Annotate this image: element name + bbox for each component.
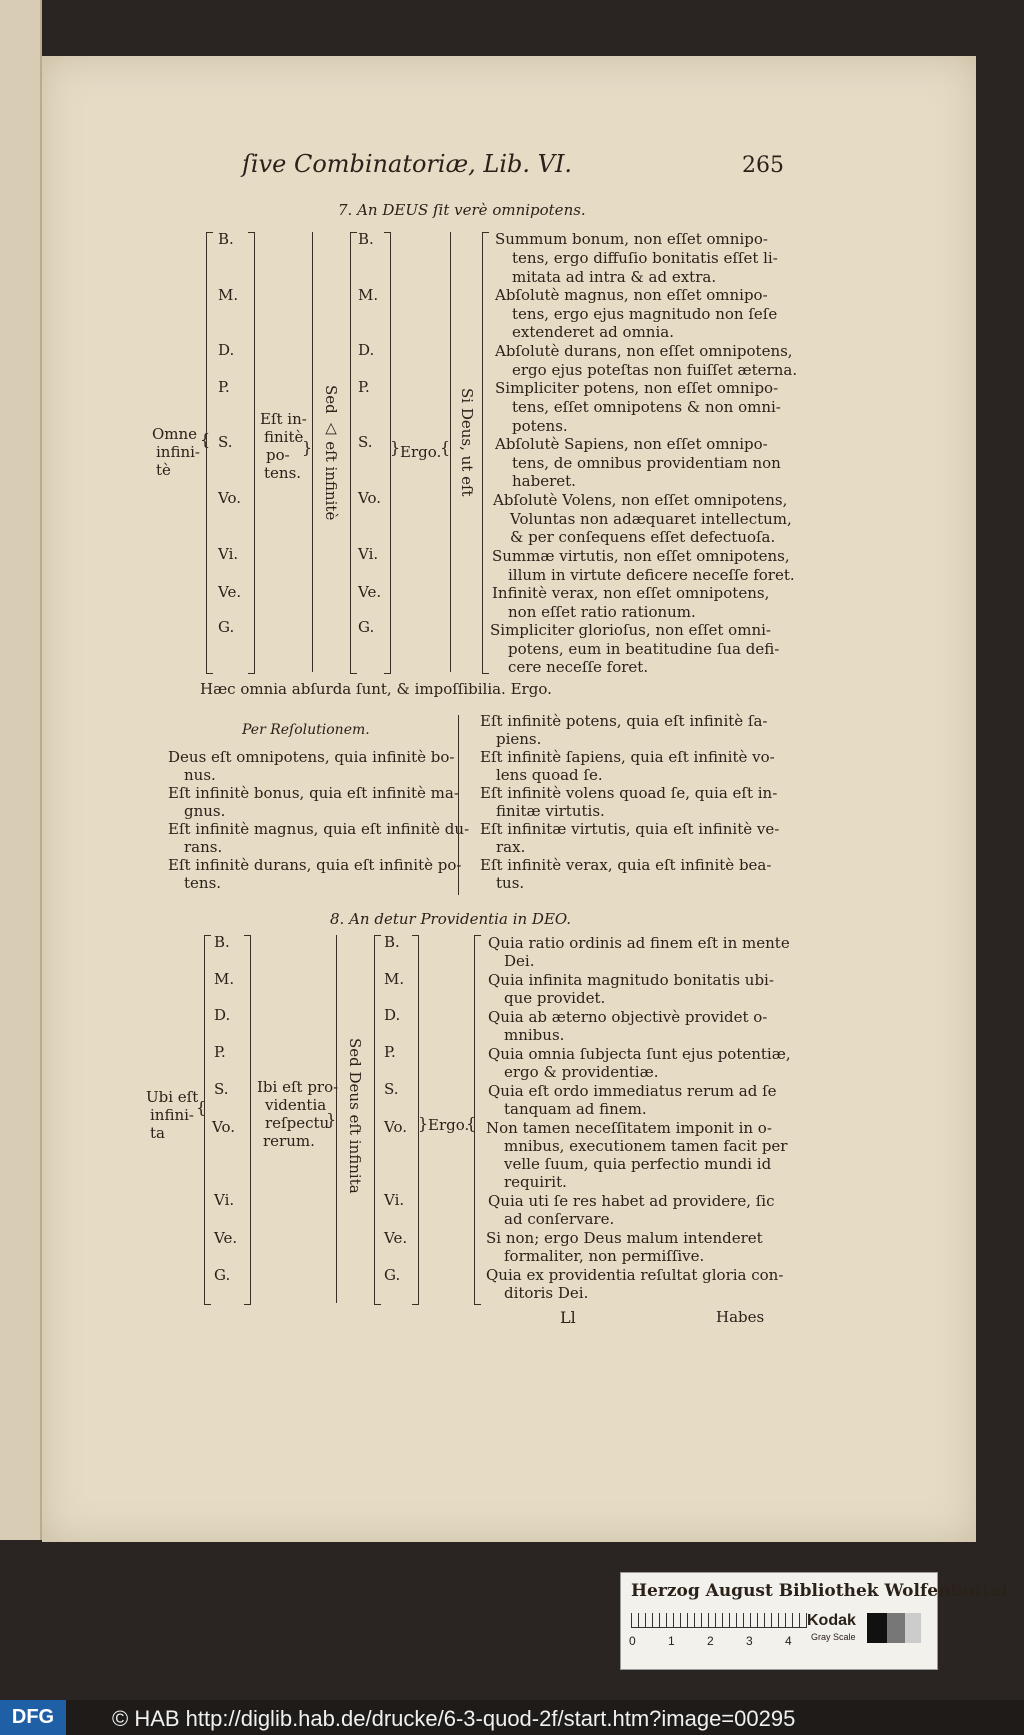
- s8-reason-4a: Quia omnia ſubjecta ſunt ejus potentiæ,: [488, 1045, 791, 1063]
- s8-reason-3a: Quia ab æterno objectivè providet o-: [488, 1008, 768, 1026]
- s8-letter-vo: Vo.: [212, 1118, 235, 1136]
- signature-mark: Ll: [560, 1308, 576, 1327]
- s8-letter-d: D.: [214, 1006, 231, 1024]
- s7-reason-2a: Abſolutè magnus, non eſſet omnipo-: [495, 286, 768, 304]
- s7-letter2-p: P.: [358, 378, 370, 396]
- s8-reason-8a: Si non; ergo Deus malum intenderet: [486, 1229, 763, 1247]
- s8-letter2-b: B.: [384, 933, 400, 951]
- s7-reason-5c: haberet.: [512, 472, 576, 490]
- s8-bracket-reasons: [474, 935, 481, 1305]
- s8-brace-4: {: [466, 1114, 477, 1133]
- s8-bracket-l1: [204, 935, 211, 1305]
- s7-reason-4c: potens.: [512, 417, 568, 435]
- s8-letter-ve: Ve.: [214, 1229, 238, 1247]
- s7-reason-6b: Voluntas non adæquaret intellectum,: [510, 510, 792, 528]
- s8-reason-2b: que providet.: [504, 989, 606, 1007]
- s8-ubi-1: Ubi eſt: [146, 1088, 199, 1106]
- s7-reason-9c: cere neceſſe foret.: [508, 658, 649, 676]
- s7-bracket-l2: [350, 232, 357, 674]
- library-name: Herzog August Bibliothek Wolfenbüttel: [631, 1581, 1008, 1601]
- s8-reason-5a: Quia eſt ordo immediatus rerum ad ſe: [488, 1082, 777, 1100]
- s8-brace-2: }: [326, 1110, 337, 1129]
- s7-reason-8b: non eſſet ratio rationum.: [508, 603, 696, 621]
- res-left-4a: Eſt infinitè durans, quia eſt infinitè po-: [168, 856, 462, 874]
- s7-vline-1: [312, 232, 313, 672]
- s7-letter2-vi: Vi.: [358, 545, 379, 563]
- s7-infini: infini-: [156, 443, 200, 461]
- s7-letter2-m: M.: [358, 286, 379, 304]
- s7-reason-3b: ergo ejus poteſtas non fuiſſet æterna.: [512, 361, 798, 379]
- s7-sed-vertical: Sed △ eſt infinitè: [322, 385, 340, 521]
- s7-est-1: Eſt in-: [260, 410, 307, 428]
- ruler-tick-1: 1: [668, 1634, 675, 1648]
- s8-ibi-1: Ibi eſt pro-: [257, 1078, 339, 1096]
- res-right-1b: piens.: [496, 730, 542, 748]
- s7-reason-8a: Infinitè verax, non eſſet omnipotens,: [492, 584, 770, 602]
- s7-letter-vo: Vo.: [218, 489, 241, 507]
- section8-title: 8. An detur Providentia in DEO.: [330, 910, 572, 928]
- s8-letter2-ve: Ve.: [384, 1229, 408, 1247]
- kodak-brand: Kodak: [807, 1612, 856, 1629]
- s7-letter-vi: Vi.: [218, 545, 239, 563]
- s7-letter2-g: G.: [358, 618, 375, 636]
- s7-letter2-d: D.: [358, 341, 375, 359]
- s8-reason-1b: Dei.: [504, 952, 535, 970]
- s7-reason-2c: extenderet ad omnia.: [512, 323, 674, 341]
- gray-scale-label: Gray Scale: [811, 1632, 856, 1642]
- s7-bracket-reasons: [482, 232, 489, 674]
- s7-letter2-ve: Ve.: [358, 583, 382, 601]
- s7-letter-s: S.: [218, 433, 233, 451]
- s7-reason-9a: Simpliciter glorioſus, non eſſet omni-: [490, 621, 771, 639]
- res-right-3b: finitæ virtutis.: [496, 802, 605, 820]
- res-left-2b: gnus.: [184, 802, 226, 820]
- s8-reason-4b: ergo & providentiæ.: [504, 1063, 659, 1081]
- s8-letter-s: S.: [214, 1080, 229, 1098]
- res-right-5a: Eſt infinitè verax, quia eſt infinitè bea-: [480, 856, 772, 874]
- s8-reason-7b: ad conſervare.: [504, 1210, 615, 1228]
- s8-reason-6c: velle ſuum, quia perfectio mundi id: [504, 1155, 772, 1173]
- s8-ibi-3: reſpectu: [265, 1114, 330, 1132]
- s8-sed-vertical: Sed Deus eſt infinita: [346, 1038, 364, 1194]
- s7-omne: Omne: [152, 425, 198, 443]
- s8-reason-6b: mnibus, executionem tamen facit per: [504, 1137, 788, 1155]
- ruler-tick-4: 4: [785, 1634, 792, 1648]
- res-left-4b: tens.: [184, 874, 222, 892]
- s7-ergo: Ergo.: [400, 443, 442, 461]
- s7-reason-1c: mitata ad intra & ad extra.: [512, 268, 717, 286]
- section7-title: 7. An DEUS ſit verè omnipotens.: [338, 201, 586, 219]
- s8-letter2-vo: Vo.: [384, 1118, 407, 1136]
- res-left-1a: Deus eſt omnipotens, quia infinitè bo-: [168, 748, 455, 766]
- running-head: ſive Combinatoriæ, Lib. VI.: [242, 150, 573, 178]
- gray-swatch-black: [867, 1613, 887, 1643]
- s8-brace-3: }: [418, 1114, 429, 1133]
- res-left-3a: Eſt infinitè magnus, quia eſt infinitè du-: [168, 820, 470, 838]
- gray-swatch-mid: [887, 1613, 905, 1643]
- s7-est-3: po-: [266, 446, 290, 464]
- s8-letter-p: P.: [214, 1043, 226, 1061]
- s7-reason-5a: Abſolutè Sapiens, non eſſet omnipo-: [495, 435, 768, 453]
- s8-letter2-vi: Vi.: [384, 1191, 405, 1209]
- s7-reason-4a: Simpliciter potens, non eſſet omnipo-: [495, 379, 779, 397]
- ruler-tick-2: 2: [707, 1634, 714, 1648]
- s8-reason-8b: formaliter, non permiſſive.: [504, 1247, 705, 1265]
- s8-letter-b: B.: [214, 933, 230, 951]
- s7-letter-m: M.: [218, 286, 239, 304]
- res-right-4a: Eſt infinitæ virtutis, quia eſt infinitè ve-: [480, 820, 780, 838]
- page-number: 265: [742, 153, 784, 178]
- s7-letter2-vo: Vo.: [358, 489, 381, 507]
- res-right-2b: lens quoad ſe.: [496, 766, 603, 784]
- s7-reason-4b: tens, eſſet omnipotens & non omni-: [512, 398, 781, 416]
- res-right-4b: rax.: [496, 838, 526, 856]
- s8-letter-g: G.: [214, 1266, 231, 1284]
- s7-reason-3a: Abſolutè durans, non eſſet omnipotens,: [495, 342, 793, 360]
- s8-letter2-m: M.: [384, 970, 405, 988]
- res-right-5b: tus.: [496, 874, 525, 892]
- s8-letter-vi: Vi.: [214, 1191, 235, 1209]
- s7-reason-1a: Summum bonum, non eſſet omnipo-: [495, 230, 768, 248]
- resolution-title: Per Reſolutionem.: [242, 722, 370, 738]
- s8-vline-1: [336, 935, 337, 1303]
- s7-reason-6a: Abſolutè Volens, non eſſet omnipotens,: [493, 491, 788, 509]
- s7-letter-ve: Ve.: [218, 583, 242, 601]
- s7-brace-3: }: [390, 438, 401, 457]
- s8-letter2-p: P.: [384, 1043, 396, 1061]
- res-left-1b: nus.: [184, 766, 216, 784]
- s8-reason-1a: Quia ratio ordinis ad finem eſt in mente: [488, 934, 790, 952]
- s7-brace-2: }: [302, 438, 313, 457]
- s7-si-vertical: Si Deus, ut eſt: [458, 388, 476, 497]
- s7-letter2-s: S.: [358, 433, 373, 451]
- s7-bracket-l1: [206, 232, 213, 674]
- s7-te: tè: [156, 461, 171, 479]
- s8-reason-5b: tanquam ad finem.: [504, 1100, 647, 1118]
- s7-conclusion: Hæc omnia abſurda ſunt, & impoſſibilia. Ergo.: [200, 680, 552, 698]
- s8-letter-m: M.: [214, 970, 235, 988]
- s8-brace-1: {: [196, 1098, 207, 1117]
- dfg-logo: DFG: [0, 1700, 66, 1735]
- res-left-3b: rans.: [184, 838, 223, 856]
- s8-ibi-2: videntia: [265, 1096, 327, 1114]
- s7-letter2-b: B.: [358, 230, 374, 248]
- s8-ubi-3: ta: [150, 1124, 165, 1142]
- ruler: [631, 1613, 807, 1628]
- s7-est-4: tens.: [264, 464, 302, 482]
- s8-ergo: Ergo.: [428, 1116, 470, 1134]
- s8-reason-3b: mnibus.: [504, 1026, 565, 1044]
- s8-reason-7a: Quia uti ſe res habet ad providere, ſic: [488, 1192, 775, 1210]
- s8-ibi-4: rerum.: [263, 1132, 315, 1150]
- ruler-tick-3: 3: [746, 1634, 753, 1648]
- s8-reason-6d: requirit.: [504, 1173, 567, 1191]
- ruler-tick-0: 0: [629, 1634, 636, 1648]
- s8-letter2-g: G.: [384, 1266, 401, 1284]
- credit-link[interactable]: © HAB http://diglib.hab.de/drucke/6-3-quod-2f/start.htm?image=00295: [112, 1706, 796, 1731]
- res-left-2a: Eſt infinitè bonus, quia eſt infinitè ma-: [168, 784, 459, 802]
- s7-reason-2b: tens, ergo ejus magnitudo non ſeſe: [512, 305, 778, 323]
- catchword: Habes: [716, 1308, 765, 1326]
- s7-reason-6c: & per conſequens eſſet defectuoſa.: [510, 528, 776, 546]
- s7-vline-2: [450, 232, 451, 672]
- facing-page-edge: [0, 0, 42, 1540]
- gray-swatch-light: [905, 1613, 921, 1643]
- s8-reason-9a: Quia ex providentia reſultat gloria con-: [486, 1266, 784, 1284]
- s7-est-2: finitè: [264, 428, 304, 446]
- s7-brace-4: {: [440, 438, 451, 457]
- s8-letter2-s: S.: [384, 1080, 399, 1098]
- s7-reason-7b: illum in virtute deficere neceſſe foret.: [508, 566, 795, 584]
- s8-reason-2a: Quia infinita magnitudo bonitatis ubi-: [488, 971, 774, 989]
- color-calibration-card: [620, 1572, 1008, 1670]
- s7-reason-9b: potens, eum in beatitudine ſua defi-: [508, 640, 780, 658]
- res-right-1a: Eſt infinitè potens, quia eſt infinitè ſa-: [480, 712, 768, 730]
- s8-reason-9b: ditoris Dei.: [504, 1284, 589, 1302]
- s8-ubi-2: infini-: [150, 1106, 194, 1124]
- s7-reason-7a: Summæ virtutis, non eſſet omnipotens,: [492, 547, 790, 565]
- s7-reason-5b: tens, de omnibus providentiam non: [512, 454, 781, 472]
- s7-letter-g: G.: [218, 618, 235, 636]
- s7-reason-1b: tens, ergo diffuſio bonitatis eſſet li-: [512, 249, 778, 267]
- s8-reason-6a: Non tamen neceſſitatem imponit in o-: [486, 1119, 772, 1137]
- res-right-3a: Eſt infinitè volens quoad ſe, quia eſt in-: [480, 784, 778, 802]
- s8-bracket-r1: [244, 935, 251, 1305]
- s8-letter2-d: D.: [384, 1006, 401, 1024]
- s7-letter-d: D.: [218, 341, 235, 359]
- s7-bracket-r1: [248, 232, 255, 674]
- s7-letter-b: B.: [218, 230, 234, 248]
- s8-bracket-l2: [374, 935, 381, 1305]
- res-right-2a: Eſt infinitè ſapiens, quia eſt infinitè vo-: [480, 748, 775, 766]
- s7-letter-p: P.: [218, 378, 230, 396]
- s7-brace-1: {: [200, 430, 211, 449]
